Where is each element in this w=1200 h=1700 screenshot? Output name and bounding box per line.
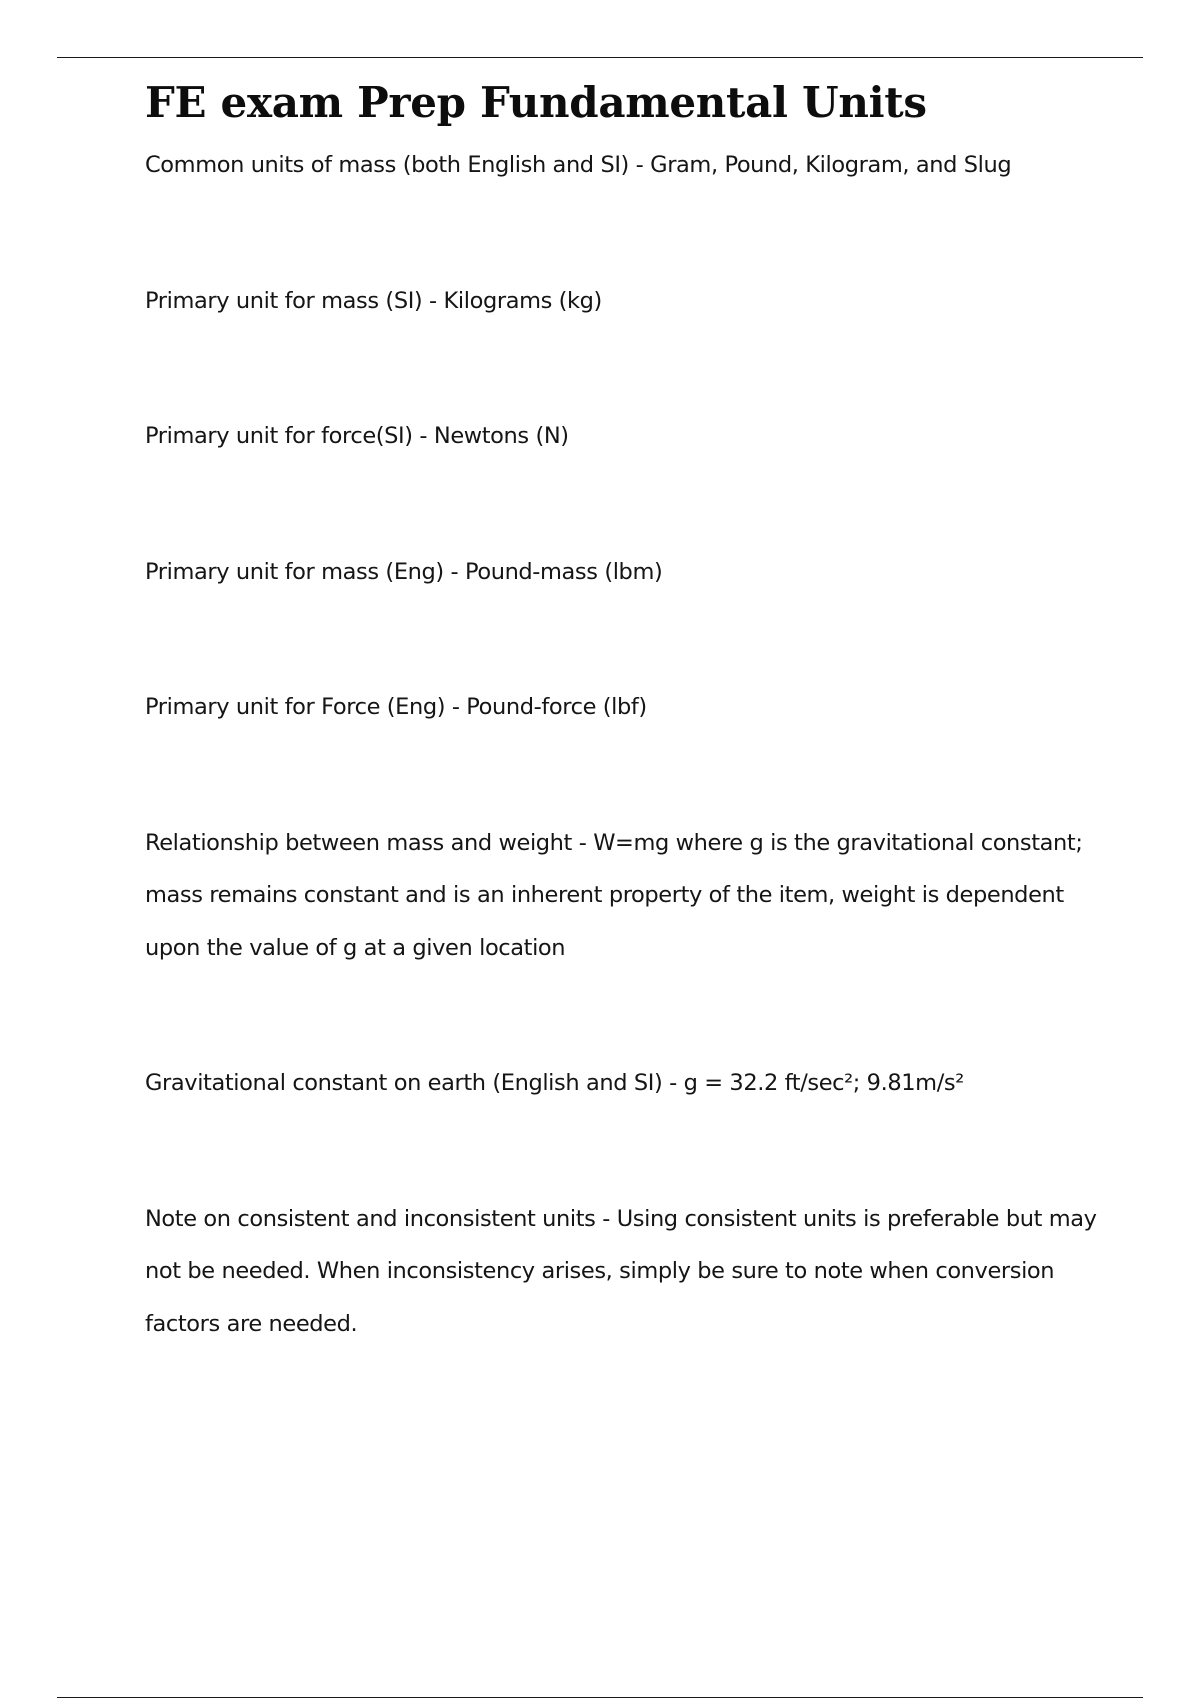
- page-title: FE exam Prep Fundamental Units: [145, 78, 927, 127]
- entry-force-eng: Primary unit for Force (Eng) - Pound-force (lbf): [145, 694, 647, 720]
- entry-mass-units: Common units of mass (both English and SI) - Gram, Pound, Kilogram, and Slug: [145, 152, 1012, 178]
- entry-force-si: Primary unit for force(SI) - Newtons (N): [145, 423, 569, 449]
- document-body: [145, 72, 1105, 1350]
- entry-gravitational-constant: Gravitational constant on earth (English and SI) - g = 32.2 ft/sec²; 9.81m/s²: [145, 1070, 964, 1096]
- entry-mass-weight: Relationship between mass and weight - W=mg where g is the gravitational constant; mass remains constant and is an inherent property of the item, weight is dependent upon the value of g at a given location: [145, 829, 1083, 961]
- entry-mass-eng: Primary unit for mass (Eng) - Pound-mass (lbm): [145, 558, 663, 585]
- entry-mass-si: Primary unit for mass (SI) - Kilograms (kg): [145, 287, 602, 314]
- bottom-rule: [57, 1697, 1143, 1698]
- top-rule: [57, 57, 1143, 58]
- entry-consistent-units: Note on consistent and inconsistent units - Using consistent units is preferable but may not be needed. When inconsistency arises, simply be sure to note when conversion factors are needed.: [145, 1205, 1097, 1337]
